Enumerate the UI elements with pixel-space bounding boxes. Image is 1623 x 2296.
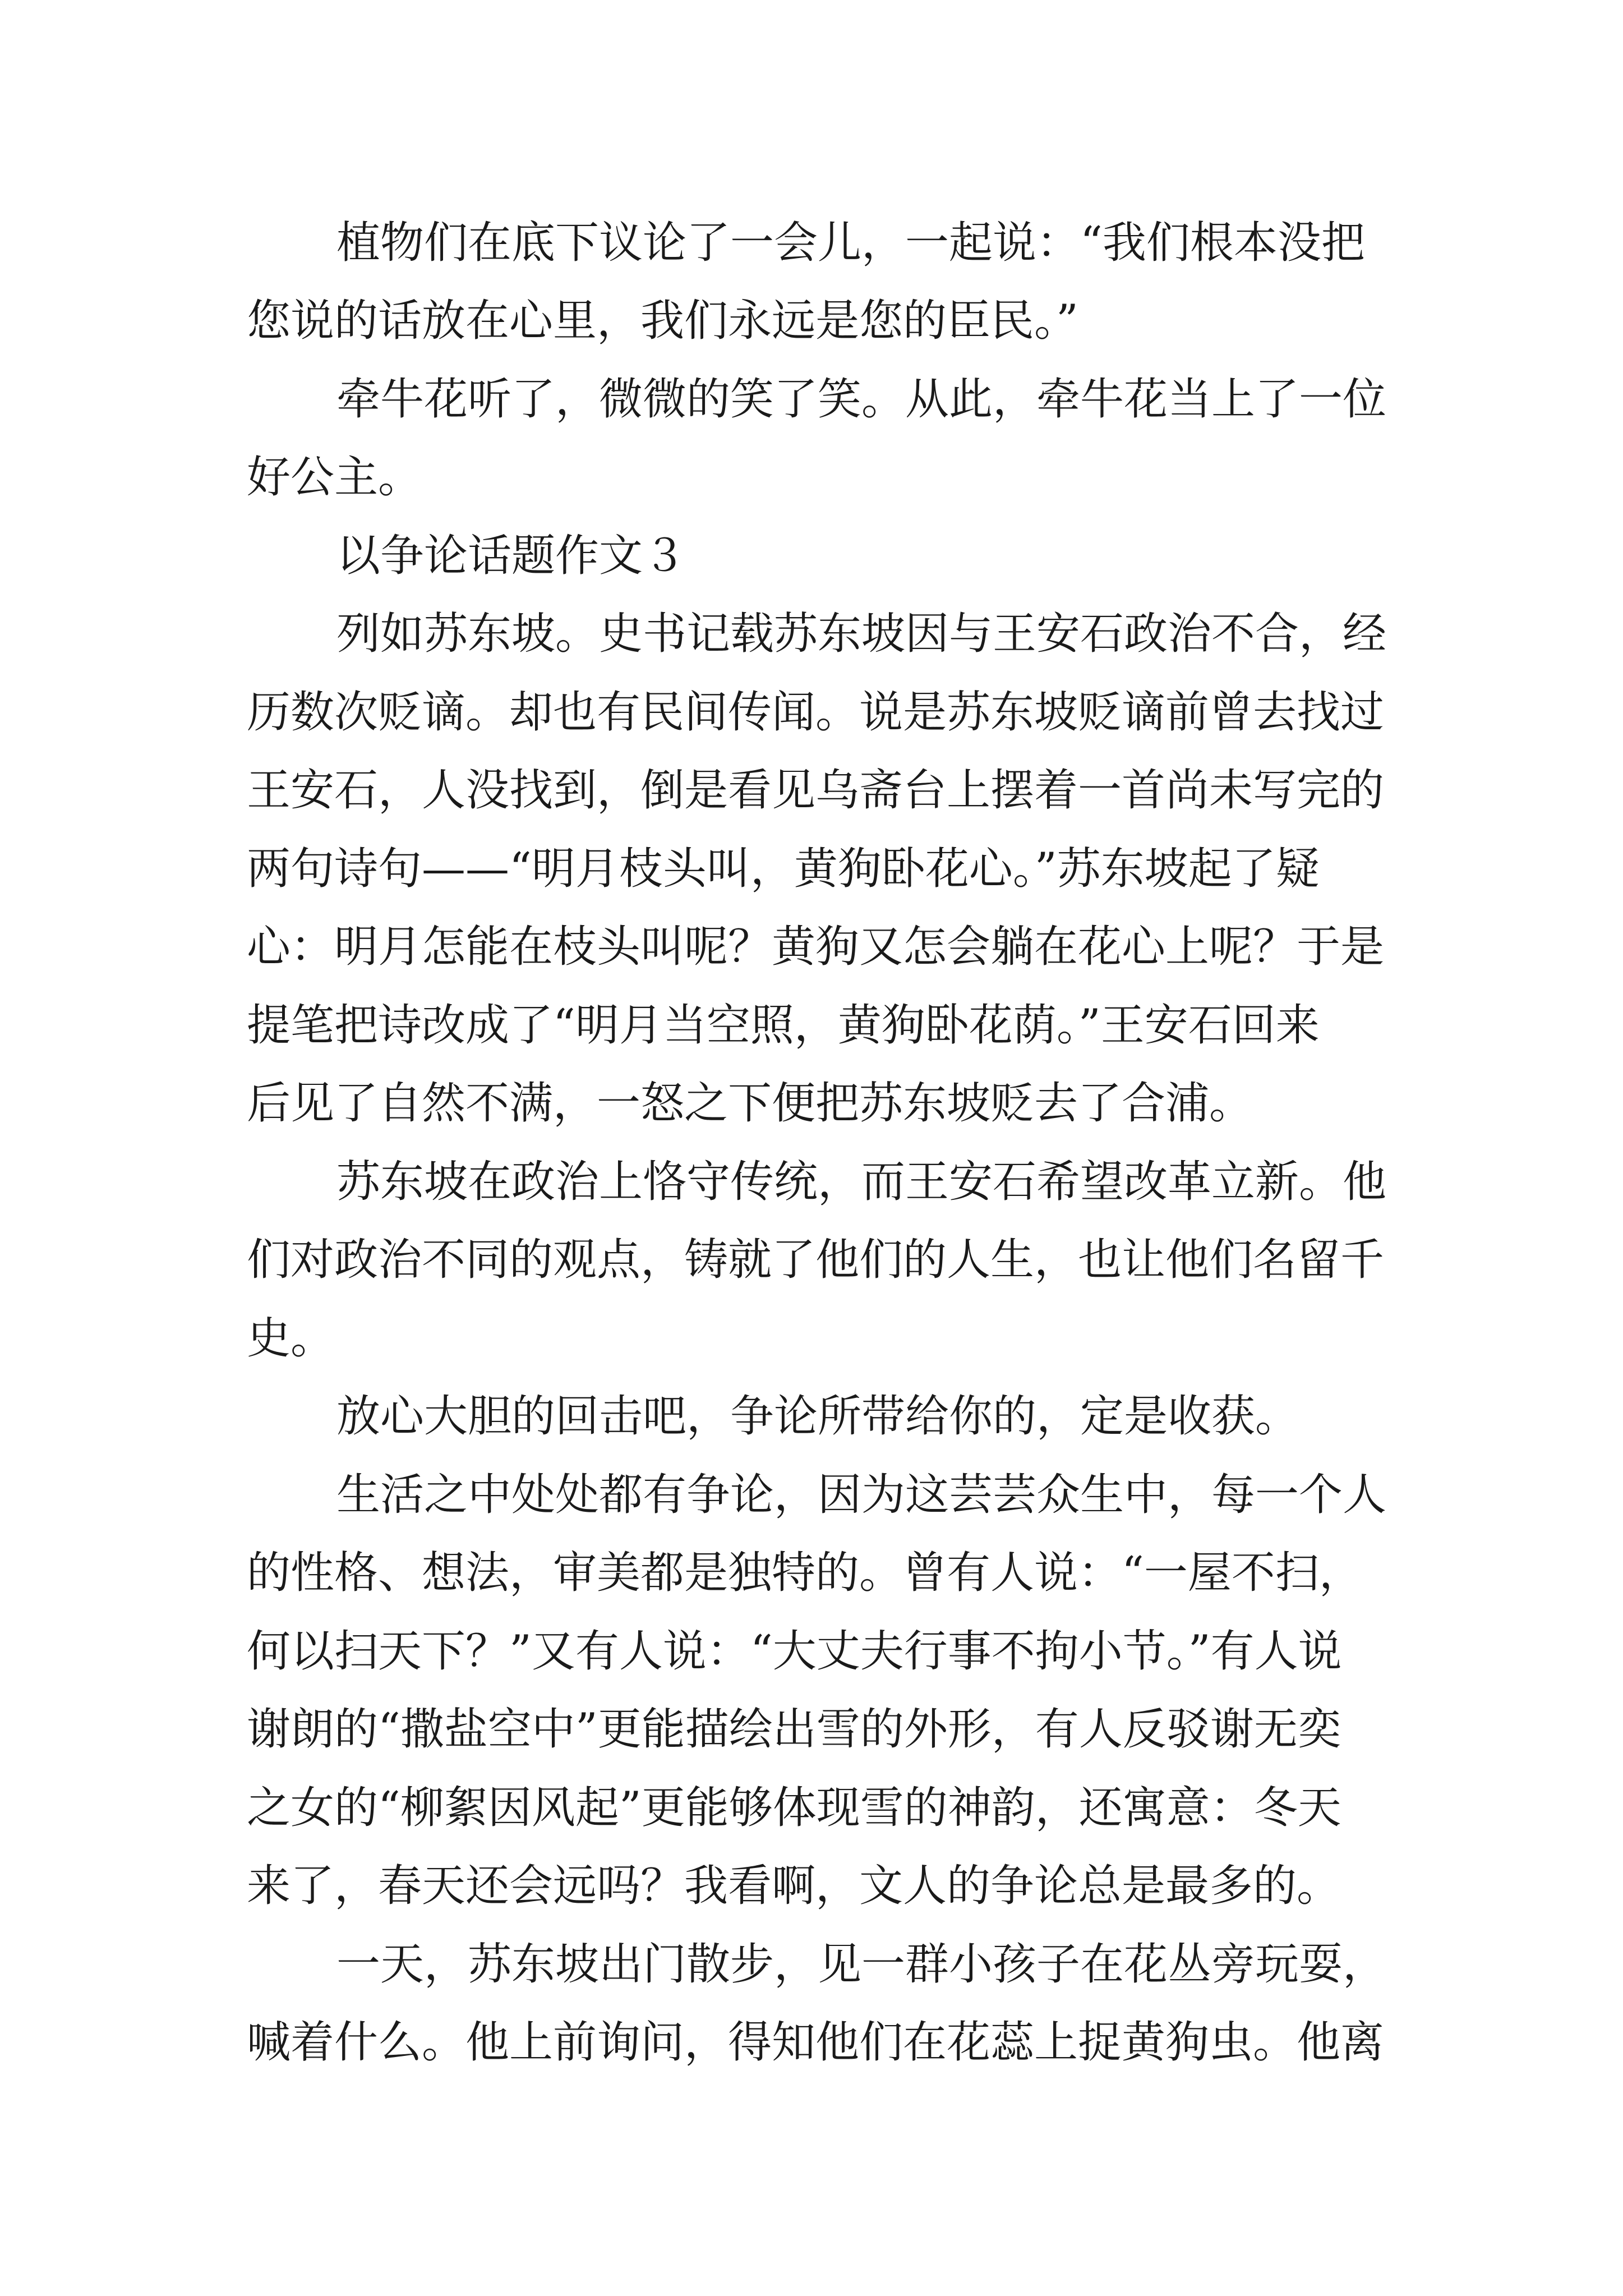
- text-line: 们对政治不同的观点，铸就了他们的人生，也让他们名留千: [247, 1235, 1385, 1285]
- text-line: 生活之中处处都有争论，因为这芸芸众生中，每一个人: [336, 1470, 1387, 1520]
- text-line: 两句诗句——“明月枝头叫，黄狗卧花心。”苏东坡起了疑: [247, 844, 1320, 894]
- text-line: 后见了自然不满，一怒之下便把苏东坡贬去了合浦。: [247, 1078, 1253, 1129]
- text-line: 一天，苏东坡出门散步，见一群小孩子在花丛旁玩耍，: [336, 1939, 1387, 1990]
- text-line: 的性格、想法，审美都是独特的。曾有人说：“一屋不扫，: [247, 1548, 1363, 1598]
- text-line: 喊着什么。他上前询问，得知他们在花蕊上捉黄狗虫。他离: [247, 2017, 1385, 2068]
- text-line: 史。: [247, 1313, 335, 1364]
- text-line: 植物们在底下议论了一会儿，一起说：“我们根本没把: [336, 218, 1365, 268]
- text-line: 王安石，人没找到，倒是看见乌斋台上摆着一首尚未写完的: [247, 765, 1385, 816]
- text-line: 提笔把诗改成了“明月当空照，黄狗卧花荫。”王安石回来: [247, 1000, 1320, 1051]
- text-line: 牵牛花听了，微微的笑了笑。从此，牵牛花当上了一位: [336, 374, 1387, 425]
- text-line: 历数次贬谪。却也有民间传闻。说是苏东坡贬谪前曾去找过: [247, 687, 1385, 738]
- text-line: 您说的话放在心里，我们永远是您的臣民。”: [247, 296, 1078, 346]
- text-line: 列如苏东坡。史书记载苏东坡因与王安石政治不合，经: [336, 609, 1387, 659]
- text-line: 谢朗的“撒盐空中”更能描绘出雪的外形，有人反驳谢无奕: [247, 1704, 1341, 1755]
- text-line: 心：明月怎能在枝头叫呢？黄狗又怎会躺在花心上呢？于是: [247, 922, 1385, 972]
- section-heading: 以争论话题作文３: [336, 531, 687, 581]
- text-line: 何以扫天下？”又有人说：“大丈夫行事不拘小节。”有人说: [247, 1626, 1342, 1677]
- text-line: 好公主。: [247, 452, 422, 503]
- text-line: 苏东坡在政治上恪守传统，而王安石希望改革立新。他: [336, 1157, 1387, 1207]
- text-line: 来了，春天还会远吗？我看啊，文人的争论总是最多的。: [247, 1861, 1341, 1911]
- text-line: 放心大胆的回击吧，争论所带给你的，定是收获。: [336, 1391, 1299, 1442]
- text-line: 之女的“柳絮因风起”更能够体现雪的神韵，还寓意：冬天: [247, 1783, 1341, 1833]
